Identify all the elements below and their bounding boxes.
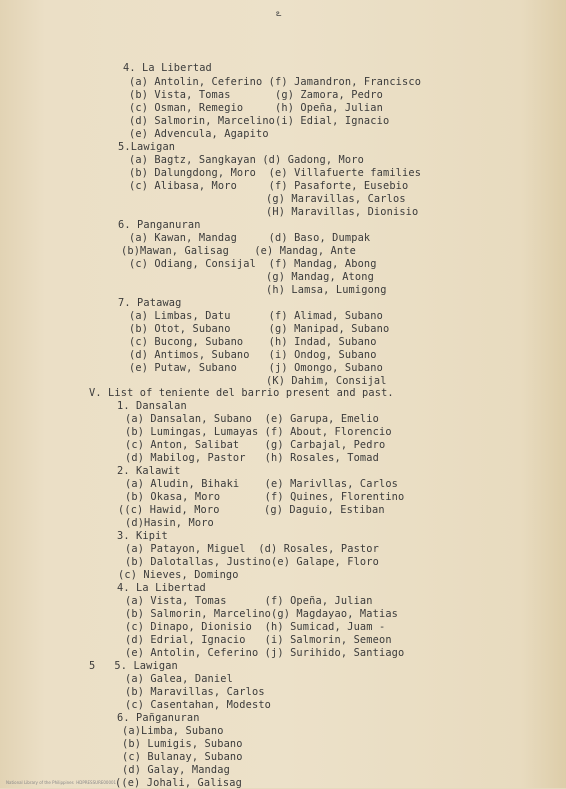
- text-line: (d) Mabilog, Pastor (h) Rosales, Tomad: [125, 452, 379, 464]
- text-line: (a) Antolin, Ceferino (f) Jamandron, Francisco: [129, 76, 422, 88]
- text-line: (c) Alibasa, Moro (f) Pasaforte, Eusebio: [129, 180, 409, 192]
- text-line: (c) Casentahan, Modesto: [125, 699, 272, 711]
- text-line: (h) Lamsa, Lumigong: [266, 284, 387, 296]
- text-line: 6. Panganuran: [118, 219, 201, 231]
- text-line: (K) Dahim, Consijal: [266, 375, 387, 387]
- text-line: (b) Okasa, Moro (f) Quines, Florentino: [125, 491, 405, 503]
- text-line: (a) Patayon, Miguel (d) Rosales, Pastor: [125, 543, 379, 555]
- text-line: (b) Vista, Tomas (g) Zamora, Pedro: [129, 89, 383, 101]
- text-line: (g) Mandag, Atong: [266, 271, 374, 283]
- text-line: (d) Salmorin, Marcelino(i) Edial, Ignacio: [129, 115, 390, 127]
- text-line: ((c) Hawid, Moro (g) Daguio, Estiban: [118, 504, 385, 516]
- text-line: (c) Nieves, Domingo: [118, 569, 239, 581]
- text-line: (c) Anton, Salibat (g) Carbajal, Pedro: [125, 439, 386, 451]
- text-line: (a) Galea, Daniel: [125, 673, 233, 685]
- text-line: (b) Lumingas, Lumayas (f) About, Florencio: [125, 426, 392, 438]
- text-line: (a) Dansalan, Subano (e) Garupa, Emelio: [125, 413, 379, 425]
- text-line: (b) Dalotallas, Justino(e) Galape, Floro: [125, 556, 379, 568]
- text-line: (b)Mawan, Galisag (e) Mandag, Ante: [121, 245, 356, 257]
- text-line: (c) Bucong, Subano (h) Indad, Subano: [129, 336, 377, 348]
- text-line: 5 5. Lawigan: [89, 660, 178, 672]
- text-line: 3. Kipit: [117, 530, 168, 542]
- text-line: (c) Osman, Remegio (h) Opeña, Julian: [129, 102, 383, 114]
- text-line: (c) Bulanay, Subano: [122, 751, 243, 763]
- text-line: (e) Antolin, Ceferino (j) Surihido, Santiago: [125, 647, 405, 659]
- text-line: (d)Hasin, Moro: [125, 517, 214, 529]
- text-line: (d) Antimos, Subano (i) Ondog, Subano: [129, 349, 377, 361]
- text-line: 6. Pañganuran: [117, 712, 200, 724]
- text-line: 2. Kalawit: [117, 465, 181, 477]
- text-line: (e) Putaw, Subano (j) Omongo, Subano: [129, 362, 383, 374]
- text-line: (b) Salmorin, Marcelino(g) Magdayao, Matias: [125, 608, 399, 620]
- text-line: (a) Aludin, Bihaki (e) Marivllas, Carlos: [125, 478, 399, 490]
- footer-note: National Library of the Philippines HDPRESSURE00001: [6, 780, 117, 785]
- text-line: (b) Dalungdong, Moro (e) Villafuerte families: [129, 167, 422, 179]
- text-line: 4. La Libertad: [117, 582, 206, 594]
- text-line: (e) Advencula, Agapito: [129, 128, 269, 140]
- text-line: (a) Kawan, Mandag (d) Baso, Dumpak: [129, 232, 371, 244]
- text-line: (c) Odiang, Consijal (f) Mandag, Abong: [129, 258, 377, 270]
- text-line: (a) Limbas, Datu (f) Alimad, Subano: [129, 310, 383, 322]
- text-line: 4. La Libertad: [123, 62, 212, 74]
- text-line: (c) Dinapo, Dionisio (h) Sumicad, Juam -: [125, 621, 386, 633]
- text-line: 7. Patawag: [118, 297, 182, 309]
- text-line: ((e) Johali, Galisag: [115, 777, 242, 789]
- text-line: (b) Otot, Subano (g) Manipad, Subano: [129, 323, 390, 335]
- text-line: (g) Maravillas, Carlos: [266, 193, 406, 205]
- text-line: (a) Vista, Tomas (f) Opeña, Julian: [125, 595, 373, 607]
- text-line: V. List of teniente del barrio present and past.: [89, 387, 394, 399]
- text-line: (d) Edrial, Ignacio (i) Salmorin, Semeon: [125, 634, 392, 646]
- text-line: 5.Lawigan: [118, 141, 176, 153]
- text-line: (b) Lumigis, Subano: [122, 738, 243, 750]
- text-line: (d) Galay, Mandag: [122, 764, 230, 776]
- page-mark: ఽ: [276, 9, 282, 19]
- text-line: (a) Bagtz, Sangkayan (d) Gadong, Moro: [129, 154, 364, 166]
- text-line: 1. Dansalan: [117, 400, 187, 412]
- text-line: (b) Maravillas, Carlos: [125, 686, 265, 698]
- text-line: (H) Maravillas, Dionisio: [266, 206, 419, 218]
- text-line: (a)Limba, Subano: [122, 725, 224, 737]
